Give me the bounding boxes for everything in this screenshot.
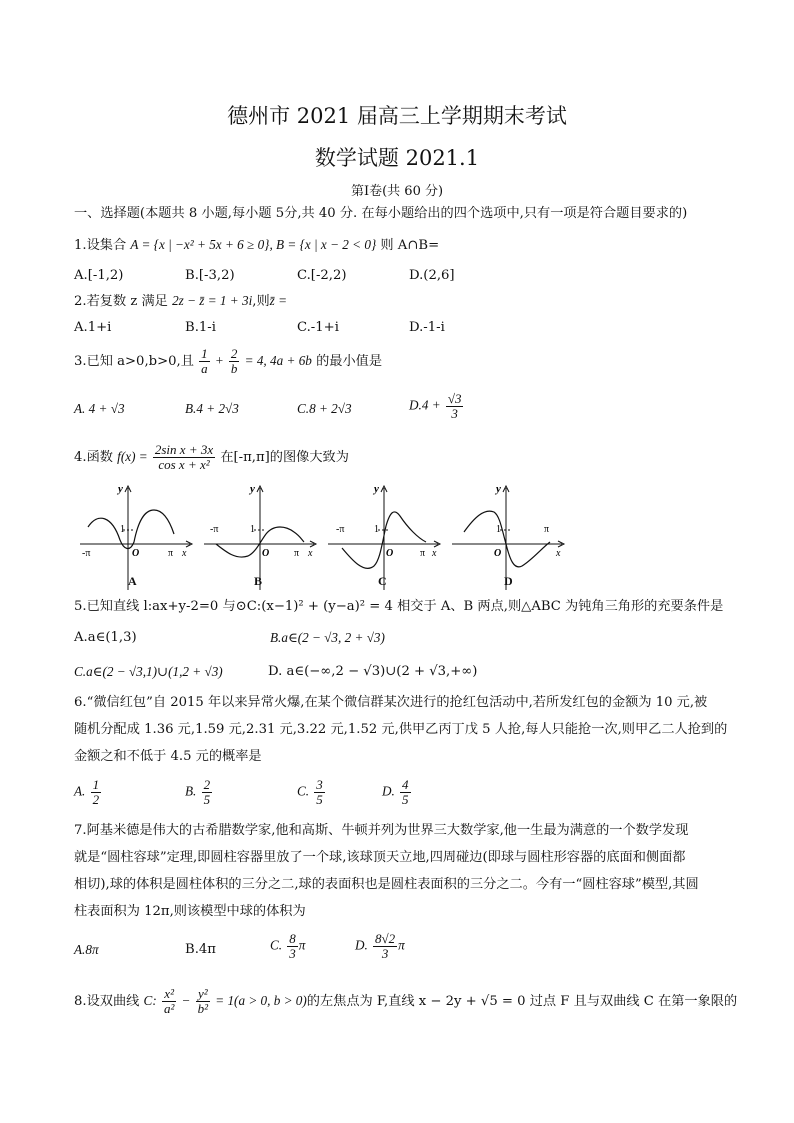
svg-text:-π: -π (210, 524, 219, 535)
svg-text:π: π (420, 548, 426, 559)
q4-graph-a (78, 482, 198, 592)
q2-option-d: D.-1-i (409, 320, 445, 335)
q4-graph-b-label: B (254, 574, 263, 588)
q7-option-a: A.8π (74, 942, 99, 957)
question-7-line-1: 7.阿基米德是伟大的古希腊数学家,他和高斯、牛顿并列为世界三大数学家,他一生最为满意的一个数学发现 (74, 823, 689, 838)
svg-text:1: 1 (374, 524, 379, 535)
svg-text:π: π (294, 548, 300, 559)
q3-option-a: A. 4 + √3 (74, 401, 125, 416)
svg-text:y: y (118, 483, 123, 495)
question-7-line-3: 相切),球的体积是圆柱体积的三分之二,球的表面积也是圆柱表面积的三分之二。今有一“圆柱容球”模型,其圆 (74, 877, 699, 892)
q1-option-a: A.[-1,2) (74, 268, 124, 283)
question-7-line-4: 柱表面积为 12π,则该模型中球的体积为 (74, 904, 306, 919)
q6-option-c: C. $\frac{3}{5}$ (297, 777, 323, 807)
q6-option-a: A. $\frac{1}{2}$ (74, 777, 100, 807)
exam-subtitle: 数学试题 2021.1 (314, 146, 480, 170)
svg-text:π: π (544, 524, 550, 535)
q3-option-b: B.4 + 2√3 (185, 401, 239, 416)
q3-option-d: D.4 + $\frac{√3}{3}$ (409, 391, 462, 421)
q7-option-c: C. $\frac{8}{3}$ π (270, 931, 306, 961)
question-2-stem: 2.若复数 z 满足 2z − z̄ = 1 + 3i,则z̄ = (74, 293, 287, 309)
q8-fraction-y: $\frac{\text{y²}}{\text{b²}}$ (197, 986, 209, 1016)
svg-text:y: y (496, 483, 501, 495)
q1-option-d: D.(2,6] (409, 268, 455, 283)
svg-text:y: y (374, 483, 379, 495)
q4-graph-a-label: A (128, 574, 137, 588)
q4-function-fraction: $\frac{\text{2sin x + 3x}}{\text{cos x + x²}}$ (154, 442, 214, 472)
q3-option-c: C.8 + 2√3 (297, 401, 352, 416)
svg-text:-π: -π (336, 524, 345, 535)
q3-option-d-fraction: $\frac{√3}{3}$ (447, 391, 462, 421)
svg-text:π: π (168, 548, 174, 559)
q4-graph-d-label: D (504, 574, 513, 588)
q5-option-a: A.a∈(1,3) (74, 630, 137, 645)
question-1-stem: 1.设集合 A = {x | −x² + 5x + 6 ≥ 0}, B = {x | x − 2 < 0} 则 A∩B= (74, 237, 440, 253)
svg-text:1: 1 (120, 524, 125, 535)
q2-option-a: A.1+i (74, 320, 112, 335)
q6-option-d: D. $\frac{4}{5}$ (382, 777, 409, 807)
q1-option-b: B.[-3,2) (185, 268, 235, 283)
svg-text:O: O (262, 548, 270, 559)
svg-text:x: x (308, 548, 313, 559)
section-heading: 一、选择题(本题共 8 小题,每小题 5分,共 40 分. 在每小题给出的四个选项中,只有一项是符合题目要求的) (74, 206, 688, 221)
svg-text:x: x (556, 548, 561, 559)
q7-option-d: D. $\frac{8√2}{3}$ π (355, 931, 405, 961)
svg-text:O: O (494, 548, 502, 559)
q8-fraction-x: $\frac{\text{x²}}{\text{a²}}$ (163, 986, 175, 1016)
q7-option-b: B.4π (185, 942, 216, 957)
q3-fraction-1: $\frac{1}{a}$ (201, 346, 208, 376)
q2-option-c: C.-1+i (297, 320, 339, 335)
q4-graph-c-label: C (378, 574, 387, 588)
svg-text:1: 1 (496, 524, 501, 535)
question-7-line-2: 就是“圆柱容球”定理,即圆柱容器里放了一个球,该球顶天立地,四周碰边(即球与圆柱形容器的底面和侧面都 (74, 850, 686, 865)
q1-option-c: C.[-2,2) (297, 268, 347, 283)
q6-option-b: B. $\frac{2}{5}$ (185, 777, 211, 807)
question-6-line-2: 随机分配成 1.36 元,1.59 元,2.31 元,3.22 元,1.52 元,供甲乙丙丁戊 5 人抢,每人只能抢一次,则甲乙二人抢到的 (74, 722, 728, 737)
part-label: 第Ⅰ卷(共 60 分) (350, 184, 444, 199)
q3-fraction-2: $\frac{2}{b}$ (230, 346, 238, 376)
question-8-stem: 8.设双曲线 C: $\frac{\text{x²}}{\text{a²}}$ − $\frac{\text{y²}}{\text{b²}}$ = 1(a > 0, b > 0)的左焦点为 F,直线 x − 2y + √5 = 0 过点 F 且与双曲线 C 在第一象限的 (74, 986, 738, 1016)
svg-text:x: x (182, 548, 187, 559)
question-4-stem: 4.函数 f(x) = $\frac{\text{2sin x + 3x}}{\text{cos x + x²}}$ 在[-π,π]的图像大致为 (74, 442, 349, 472)
svg-text:O: O (132, 548, 140, 559)
question-5-stem: 5.已知直线 l:ax+y-2=0 与⊙C:(x−1)² + (y−a)² = 4 相交于 A、B 两点,则△ABC 为钝角三角形的充要条件是 (74, 599, 724, 614)
exam-title: 德州市 2021 届高三上学期期末考试 (227, 104, 567, 128)
question-6-line-1: 6.“微信红包”自 2015 年以来异常火爆,在某个微信群某次进行的抢红包活动中,若所发红包的金额为 10 元,被 (74, 695, 708, 710)
q2-option-b: B.1-i (185, 320, 216, 335)
svg-text:O: O (386, 548, 394, 559)
q5-option-d: D. a∈(−∞,2 − √3)∪(2 + √3,+∞) (268, 664, 478, 679)
q5-option-c: C.a∈(2 − √3,1)∪(1,2 + √3) (74, 664, 223, 679)
svg-text:1: 1 (250, 524, 255, 535)
svg-text:x: x (432, 548, 437, 559)
svg-text:y: y (250, 483, 255, 495)
svg-text:-π: -π (82, 548, 91, 559)
question-3-stem: 3.已知 a>0,b>0,且 $\frac{1}{a}$ + $\frac{2}{b}$ = 4, 4a + 6b 的最小值是 (74, 346, 383, 376)
q5-option-b: B.a∈(2 − √3, 2 + √3) (270, 630, 385, 645)
question-6-line-3: 金额之和不低于 4.5 元的概率是 (74, 749, 262, 764)
